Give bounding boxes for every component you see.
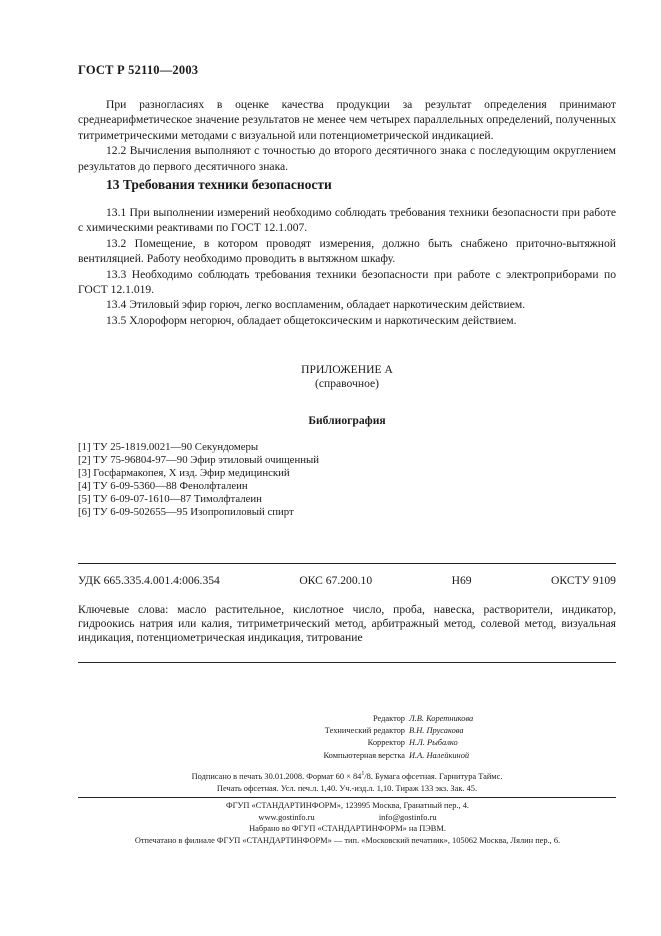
publisher-address: ФГУП «СТАНДАРТИНФОРМ», 123995 Москва, Гранатный пер., 4. bbox=[226, 801, 469, 810]
credits-block bbox=[180, 713, 620, 762]
bibliography-item: [5] ТУ 6-09-07-1610—87 Тимолфталеин bbox=[78, 493, 262, 506]
print-format-a: Подписано в печать 30.01.2008. Формат 60 × 84 bbox=[191, 771, 362, 781]
item-13-4: 13.4 Этиловый эфир горюч, легко воспламеним, обладает наркотическим действием. bbox=[106, 298, 526, 312]
credit-person: И.А. Налейкиной bbox=[409, 750, 470, 760]
print-format-slash: / bbox=[364, 771, 367, 781]
credit-person: Л.В. Коретникова bbox=[409, 714, 474, 723]
appendix-subtitle: (справочное) bbox=[314, 377, 380, 390]
divider-publisher bbox=[78, 797, 616, 798]
appendix-heading bbox=[78, 363, 616, 391]
okstu-code: ОКСТУ 9109 bbox=[551, 574, 616, 587]
appendix-title: ПРИЛОЖЕНИЕ А bbox=[301, 363, 393, 376]
section-13-heading: 13 Требования техники безопасности bbox=[106, 177, 332, 192]
credit-person: В.Н. Прусакова bbox=[409, 726, 464, 736]
group-code: Н69 bbox=[451, 574, 472, 587]
bibliography-item: [1] ТУ 25-1819.0021—90 Секундомеры bbox=[78, 441, 259, 453]
keywords: Ключевые слова: масло растительное, кислотное число, проба, навеска, растворители, индикатор, гидроокись натрия или калия, титриметрический метод, арбитражный метод, солевой метод, визуальная индикация, потенциометрическая индикация, титрование bbox=[78, 603, 616, 645]
paragraph-12-2: 12.2 Вычисления выполняют с точностью до второго десятичного знака с последующим округлением результатов до первого десятичного знака. bbox=[78, 144, 616, 173]
publisher-site: www.gostinfo.ru bbox=[258, 812, 315, 822]
print-format-c: 8. Бумага офсетная. Гарнитура Таймс. bbox=[366, 771, 503, 781]
udc-code: УДК 665.335.4.001.4:006.354 bbox=[78, 574, 220, 587]
credit-row bbox=[180, 737, 620, 749]
print-info bbox=[78, 768, 616, 795]
item-13-3: 13.3 Необходимо соблюдать требования техники безопасности при работе с электроприборами по ГОСТ 12.1.019. bbox=[78, 267, 616, 297]
bibliography-item: [2] ТУ 75-96804-97—90 Эфир этиловый очищенный bbox=[78, 454, 320, 467]
credit-role: Компьютерная верстка bbox=[323, 750, 405, 760]
item-13-5: 13.5 Хлороформ негорюч, обладает общетоксическим и наркотическим действием. bbox=[106, 313, 517, 327]
section-12-text bbox=[78, 97, 616, 174]
credit-role: Технический редактор bbox=[324, 726, 405, 736]
bibliography-list bbox=[78, 441, 319, 520]
publisher-typeset: Набрано во ФГУП «СТАНДАРТИНФОРМ» на ПЭВМ. bbox=[249, 824, 446, 834]
credit-row bbox=[180, 750, 620, 762]
divider-keywords bbox=[78, 662, 616, 663]
publisher-block bbox=[60, 800, 635, 846]
bibliography-title: Библиография bbox=[308, 414, 386, 427]
publisher-printed: Отпечатано в филиале ФГУП «СТАНДАРТИНФОРМ» — тип. «Московский печатник», 105062 Москва, Лялин пер., 6. bbox=[134, 835, 561, 845]
publisher-contacts bbox=[60, 812, 635, 824]
credit-role: Редактор bbox=[372, 714, 405, 723]
item-13-1: 13.1 При выполнении измерений необходимо соблюдать требования техники безопасности при работе с химическими реактивами по ГОСТ 12.1.007. bbox=[78, 206, 616, 235]
print-info-line-2: Печать офсетная. Усл. печ.л. 1,40. Уч.-изд.л. 1,10. Тираж 133 экз. Зак. 45. bbox=[216, 784, 478, 793]
divider-top bbox=[78, 563, 616, 564]
paragraph-arbitration: При разногласиях в оценке качества продукции за результат определения принимают среднеарифметическое значение результатов не менее чем четырех параллельных определений, полученных титриметрическими методами с визуальной или потенциометрической индикацией. bbox=[78, 98, 616, 142]
print-format-sup: 1 bbox=[361, 771, 365, 777]
classification-row bbox=[78, 574, 616, 587]
credit-row bbox=[180, 713, 620, 725]
bibliography-item: [6] ТУ 6-09-502655—95 Изопропиловый спирт bbox=[78, 506, 294, 519]
section-13-text bbox=[78, 205, 616, 328]
item-13-2: 13.2 Помещение, в котором проводят измерения, должно быть снабжено приточно-вытяжной вентиляцией. Работу необходимо проводить в вытяжном шкафу. bbox=[78, 236, 616, 266]
bibliography-item: [3] Госфармакопея, X изд. Эфир медицинский bbox=[78, 467, 290, 480]
credit-role: Корректор bbox=[367, 738, 405, 748]
oks-code: ОКС 67.200.10 bbox=[299, 574, 373, 587]
document-header: ГОСТ Р 52110—2003 bbox=[78, 63, 199, 77]
print-info-line-1 bbox=[78, 768, 616, 783]
bibliography-item: [4] ТУ 6-09-5360—88 Фенолфталеин bbox=[78, 480, 248, 493]
credit-row bbox=[180, 725, 620, 737]
publisher-email: info@gostinfo.ru bbox=[378, 812, 437, 822]
credit-person: Н.Л. Рыбалко bbox=[409, 738, 458, 748]
